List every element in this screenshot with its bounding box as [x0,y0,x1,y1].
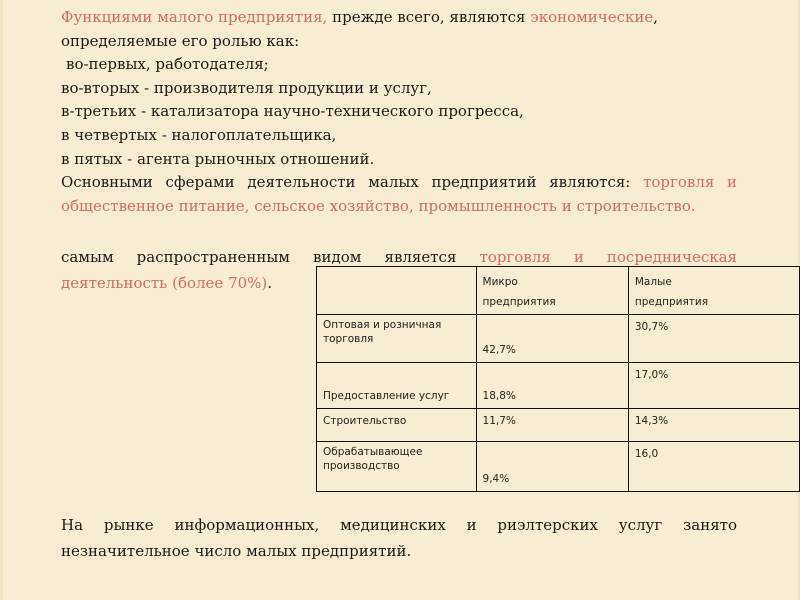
row-label-manufacturing-line-2: производство [323,460,400,472]
table-header-row [317,267,800,315]
row-label-construction: Строительство [317,409,477,442]
table-header-micro [476,267,628,315]
enterprise-share-table [316,266,800,492]
cell-small-manufacturing: 16,0 [628,442,799,492]
closing-line-1: На рынке информационных, медицинских и риэлтерских услуг занято [61,516,737,534]
cell-small-trade: 30,7% [628,315,799,363]
widespread-lead: самым распространенным видом является [61,248,480,266]
cell-micro-trade: 42,7% [476,315,628,363]
spheres-highlight-2: общественное питание, сельское хозяйство, промышленность и строительство. [61,196,696,215]
header-micro-line-2: предприятия [482,296,556,308]
cell-micro-manufacturing: 9,4% [476,442,628,492]
closing-line-2: незначительное число малых предприятий. [61,542,412,560]
cell-small-construction: 14,3% [628,409,799,442]
spheres-lead: Основными сферами деятельности малых предприятий являются: [61,173,644,192]
row-label-trade-line-2: торговля [323,333,374,345]
activity-highlight: деятельность (более 70%) [61,274,268,292]
table-row [317,409,800,442]
row-label-manufacturing [317,442,477,492]
functions-highlight: Функциями малого предприятия, [61,8,328,26]
row-label-services: Предоставление услуг [317,363,477,409]
header-small-line-2: предприятия [634,296,709,308]
cell-micro-services: 18,8% [476,363,628,409]
spheres-highlight-1: торговля и [643,173,738,192]
row-label-trade-line-1: Оптовая и розничная [323,319,442,331]
row-label-trade [317,315,477,363]
intro-line-2: определяемые его ролью как: [61,31,300,50]
table-row [317,315,800,363]
intro-line-7: в пятых - агента рыночных отношений. [61,149,375,168]
table-header-small [628,267,799,315]
cell-micro-construction: 11,7% [476,409,628,442]
header-small-line-1: Малые [634,276,672,288]
trade-highlight: торговля и посредническая [479,248,737,266]
slide-edge-left [0,0,3,600]
intro-line-1-text: прежде всего, являются [327,8,531,26]
economic-highlight: экономические [530,8,654,26]
intro-line-3: во-первых, работодателя; [66,55,269,74]
cell-small-services: 17,0% [628,363,799,409]
intro-line-6: в четвертых - налогоплательщика, [61,125,337,144]
row-label-manufacturing-line-1: Обрабатывающее [323,446,423,458]
intro-line-5: в-третьих - катализатора научно-технического прогресса, [61,102,524,121]
intro-line-1-end: , [653,8,659,26]
intro-line-4: во-вторых - производителя продукции и услуг, [61,78,432,97]
widespread-end: . [267,274,273,292]
closing-paragraph [61,512,737,564]
table-row [317,363,800,409]
spheres-line-1 [61,171,737,195]
header-micro-line-1: Микро [482,276,518,288]
table-row [317,442,800,492]
intro-text [61,6,737,218]
intro-line-1 [61,6,737,30]
table-header-empty [317,267,477,315]
